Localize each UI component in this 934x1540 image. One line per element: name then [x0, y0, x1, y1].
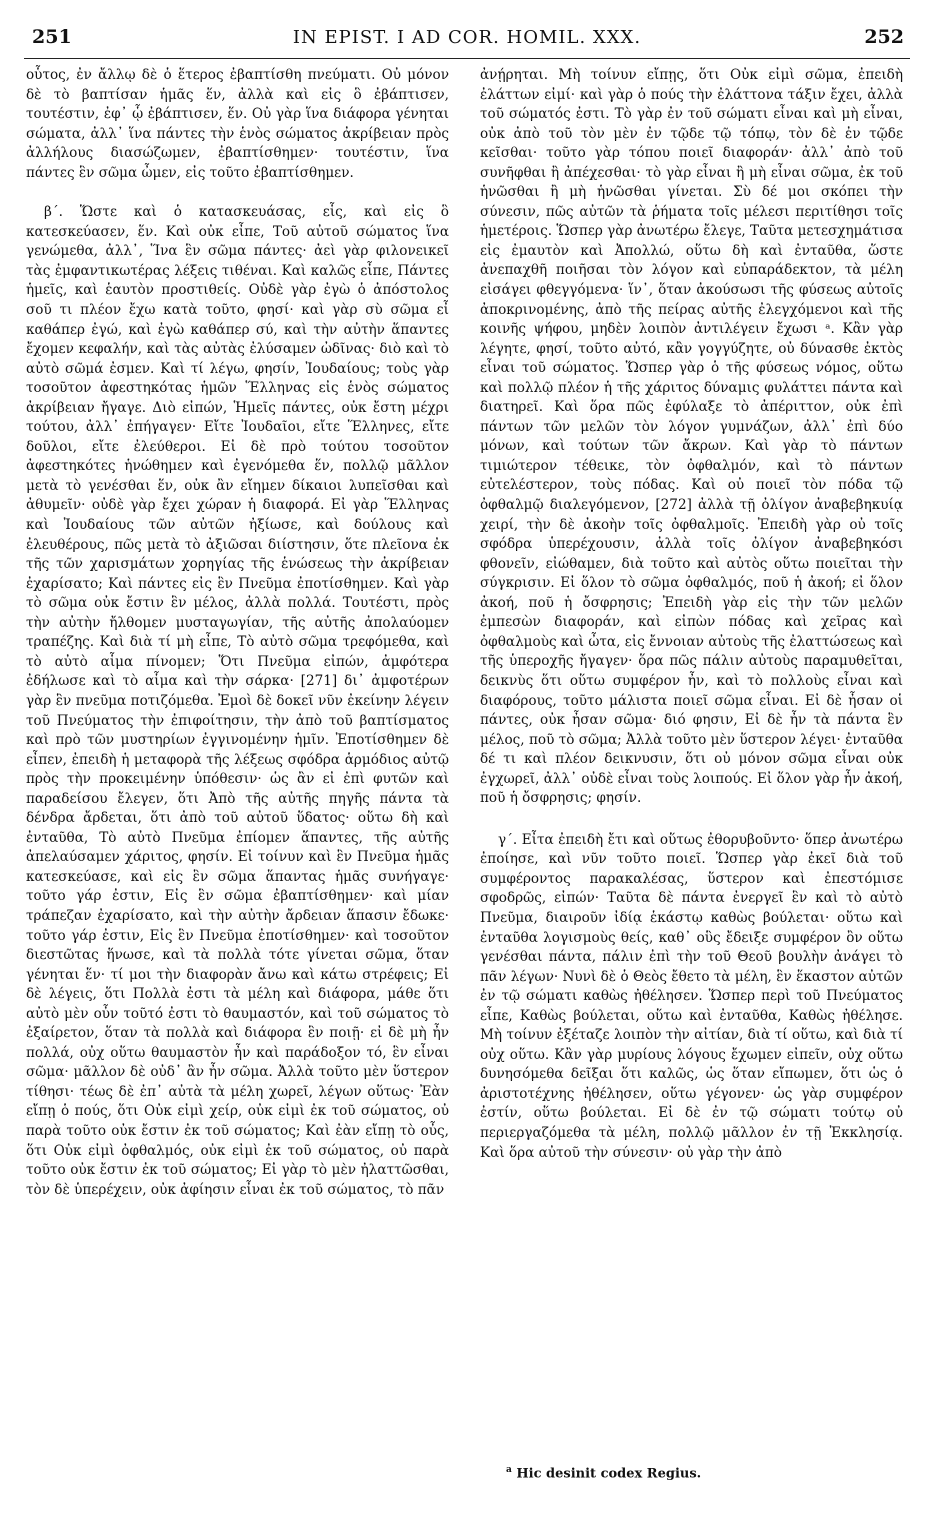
- right-column: [480, 66, 903, 1163]
- section-beta-paragraph: β΄. Ὥστε καὶ ὁ κατασκευάσας, εἷς, καὶ εἰς ὃ κατεσκεύασεν, ἕν. Καὶ οὐκ εἶπε, Τοῦ αὐτοῦ σώματος ἵνα γενώμεθα, ἀλλ᾽, Ἵνα ἓν σῶμα πάντες· ἀεὶ γὰρ φιλονεικεῖ τὰς ἐμφαντικωτέρας λέξεις τιθέναι. Καὶ καλῶς εἶπε, Πάντες ἡμεῖς, καὶ ἑαυτὸν προστιθείς. Οὐδὲ γὰρ ἐγὼ ὁ ἀπόστολος σοῦ τι πλέον ἔχω κατὰ τοῦτο, φησί· καὶ γὰρ σὺ σῶμα εἶ καθάπερ ἐγώ, καὶ ἐγὼ καθάπερ σύ, καὶ τὴν αὐτὴν ἅπαντες ἔχομεν κεφαλήν, καὶ τὰς αὐτὰς ἐλύσαμεν ὠδῖνας· διὸ καὶ τὸ αὐτὸ σῶμά ἐσμεν. Καὶ τί λέγω, φησίν, Ἰουδαίους; τοὺς γὰρ τοσοῦτον ἀφεστηκότας ἡμῶν Ἕλληνας εἰς ἑνὸς σώματος ἀκρίβειαν ἤγαγε. Διὸ εἰπών, Ἡμεῖς πάντες, οὐκ ἔστη μέχρι τούτου, ἀλλ᾽ ἐπήγαγεν· Εἴτε Ἰουδαῖοι, εἴτε Ἕλληνες, εἴτε δοῦλοι, εἴτε ἐλεύθεροι. Εἰ δὲ πρὸ τούτου τοσοῦτον ἀφεστηκότες ἡνώθημεν καὶ ἐγενόμεθα ἕν, πολλῷ μᾶλλον μετὰ τὸ γενέσθαι ἕν, οὐκ ἂν εἴημεν δίκαιοι λυπεῖσθαι καὶ ἀθυμεῖν· οὐδὲ γὰρ ἔχει χώραν ἡ διαφορά. Εἰ γὰρ Ἕλληνας καὶ Ἰουδαίους τῶν αὐτῶν ἠξίωσε, καὶ δούλους καὶ ἐλευθέρους, πῶς μετὰ τὸ ἀξιῶσαι διίστησιν, ὅτε πλεῖονα ἐκ τῆς τῶν χαρισμάτων χορηγίας τῆς ἑνώσεως τὴν ἀκρίβειαν ἐχαρίσατο; Καὶ πάντες εἰς ἓν Πνεῦμα ἐποτίσθημεν. Καὶ γὰρ τὸ σῶμα οὐκ ἔστιν ἓν μέλος, ἀλλὰ πολλά. Τουτέστι, πρὸς τὴν αὐτὴν ἤλθομεν μυσταγωγίαν, τῆς αὐτῆς ἀπολαύομεν τραπέζης. Καὶ διὰ τί μὴ εἶπε, Τὸ αὐτὸ σῶμα τρεφόμεθα, καὶ τὸ αὐτὸ αἷμα πίνομεν; Ὅτι Πνεῦμα εἰπών, ἀμφότερα ἐδήλωσε καὶ τὸ αἷμα καὶ τὴν σάρκα· [271] δι᾽ ἀμφοτέρων γὰρ ἓν πνεῦμα ποτιζόμεθα. Ἐμοὶ δὲ δοκεῖ νῦν ἐκείνην λέγειν τοῦ Πνεύματος τὴν ἐπιφοίτησιν, τὴν ἀπὸ τοῦ βαπτίσματος καὶ πρὸ τῶν μυστηρίων ἐγγινομένην ἡμῖν. Ἐποτίσθημεν δὲ εἶπεν, ἐπειδὴ ἡ μεταφορὰ τῆς λέξεως σφόδρα ἁρμόδιος αὐτῷ πρὸς τὴν προκειμένην ὑπόθεσιν· ὡς ἂν εἰ ἐπὶ φυτῶν καὶ παραδείσου ἔλεγεν, ὅτι Ἀπὸ τῆς αὐτῆς πηγῆς πάντα τὰ δένδρα ἄρδεται, ὅτι ἀπὸ τοῦ αὐτοῦ ὕδατος· οὕτω δὴ καὶ ἐνταῦθα, Τὸ αὐτὸ Πνεῦμα ἐπίομεν ἅπαντες, τῆς αὐτῆς ἀπελαύσαμεν χάριτος, φησίν. Εἰ τοίνυν καὶ ἓν Πνεῦμα ἡμᾶς κατεσκεύασε, καὶ εἰς ἓν σῶμα ἅπαντας ἡμᾶς συνήγαγε· τοῦτο γάρ ἐστιν, Εἰς ἓν σῶμα ἐβαπτίσθημεν· καὶ μίαν τράπεζαν ἐχαρίσατο, καὶ τὴν αὐτὴν ἄρδειαν ἅπασιν ἔδωκε· τοῦτο γάρ ἐστιν, Εἰς ἓν Πνεῦμα ἐποτίσθημεν· καὶ τοσοῦτον διεστῶτας ἥνωσε, καὶ τὰ πολλὰ τότε γίνεται σῶμα, ὅταν γένηται ἕν· τί μοι τὴν διαφορὰν ἄνω καὶ κάτω στρέφεις; Εἰ δὲ λέγεις, ὅτι Πολλὰ ἐστι τὰ μέλη καὶ διάφορα, μάθε ὅτι αὐτὸ μὲν οὖν τοῦτό ἐστι τὸ θαυμαστόν, καὶ τοῦ σώματος τὸ ἐξαίρετον, ὅταν τὰ πολλὰ καὶ διάφορα ἓν ποιῇ· εἰ δὲ μὴ ἦν πολλά, οὐχ οὕτω θαυμαστὸν ἦν καὶ παράδοξον τό, ἓν εἶναι σῶμα· μᾶλλον δὲ οὐδ᾽ ἂν ἦν σῶμα. Ἀλλὰ τοῦτο μὲν ὕστερον τίθησι· τέως δὲ ἐπ᾽ αὐτὰ τὰ μέλη χωρεῖ, λέγων οὕτως· Ἐὰν εἴπῃ ὁ πούς, ὅτι Οὐκ εἰμὶ χείρ, οὐκ εἰμὶ ἐκ τοῦ σώματος, οὐ παρὰ τοῦτο οὐκ ἔστιν ἐκ τοῦ σώματος; Καὶ ἐὰν εἴπῃ τὸ οὖς, ὅτι Οὐκ εἰμὶ ὀφθαλμός, οὐκ εἰμὶ ἐκ τοῦ σώματος, οὐ παρὰ τοῦτο οὐκ ἔστιν ἐκ τοῦ σώματος; Εἰ γὰρ τὸ μὲν ἠλαττῶσθαι, τὸν δὲ ὑπερέχειν, οὐκ ἀφίησιν εἶναι ἐκ τοῦ σώματος, τὸ πᾶν: [26, 204, 449, 1198]
- paragraph-1: οὗτος, ἐν ἄλλῳ δὲ ὁ ἕτερος ἐβαπτίσθη πνεύματι. Οὐ μόνον δὲ τὸ βαπτίσαν ἡμᾶς ἕν, ἀλλὰ καὶ εἰς ὃ ἐβάπτισεν, τουτέστιν, ἐφ᾽ ᾧ ἐβάπτισεν, ἕν. Οὐ γὰρ ἵνα διάφορα γένηται σώματα, ἀλλ᾽ ἵνα πάντες τὴν ἑνὸς σώματος ἀκρίβειαν πρὸς ἀλλήλους διασώζωμεν, ἐβαπτίσθημεν· τουτέστιν, ἵνα πάντες ἓν σῶμα ὦμεν, εἰς τοῦτο ἐβαπτίσθημεν.: [26, 67, 449, 181]
- footnote-text: Hic desinit codex Regius.: [516, 1466, 702, 1482]
- page-number-right: 252: [864, 26, 904, 48]
- section-gamma-paragraph: γ΄. Εἶτα ἐπειδὴ ἔτι καὶ οὕτως ἐθορυβοῦντο· ὅπερ ἀνωτέρω ἐποίησε, καὶ νῦν τοῦτο ποιεῖ. Ὥσπερ γὰρ ἐκεῖ διὰ τοῦ συμφέροντος παρακαλέσας, ὕστερον καὶ ἐπεστόμισε σφοδρῶς, εἰπών· Ταῦτα δὲ πάντα ἐνεργεῖ ἓν καὶ τὸ αὐτὸ Πνεῦμα, διαιροῦν ἰδίᾳ ἑκάστῳ καθὼς βούλεται· οὕτω καὶ ἐνταῦθα λογισμοὺς θείς, καθ᾽ οὓς ἔδειξε συμφέρον ὂν οὕτω γενέσθαι πάντα, πάλιν ἐπὶ τὴν τοῦ Θεοῦ βουλὴν ἀνάγει τὸ πᾶν λέγων· Νυνὶ δὲ ὁ Θεὸς ἔθετο τὰ μέλη, ἓν ἕκαστον αὐτῶν ἐν τῷ σώματι καθὼς ἠθέλησεν. Ὥσπερ περὶ τοῦ Πνεύματος εἶπε, Καθὼς βούλεται, οὕτω καὶ ἐνταῦθα, Καθὼς ἠθέλησε. Μὴ τοίνυν ἐξέταζε λοιπὸν τὴν αἰτίαν, διὰ τί οὕτω, καὶ διὰ τί οὐχ οὕτω. Κἂν γὰρ μυρίους λόγους ἔχωμεν εἰπεῖν, οὐχ οὕτω δυνησόμεθα δεῖξαι ὅτι καλῶς, ὡς ὅταν εἴπωμεν, ὅτι ὡς ὁ ἀριστοτέχνης ἠθέλησεν, οὕτω γέγονεν· ὡς γὰρ συμφέρον ἐστίν, οὕτω βούλεται. Εἰ δὲ ἐν τῷ σώματι τούτῳ οὐ περιεργαζόμεθα τὰ μέλη, πολλῷ μᾶλλον ἐν τῇ Ἐκκλησίᾳ. Καὶ ὅρα αὐτοῦ τὴν σύνεσιν· οὐ γὰρ τὴν ἀπὸ: [480, 831, 903, 1161]
- page-number-left: 251: [32, 26, 72, 48]
- running-title: IN EPIST. I AD COR. HOMIL. XXX.: [292, 27, 642, 48]
- footnote-mark: a: [506, 1465, 512, 1475]
- paragraph-gap: [26, 183, 449, 203]
- left-column: [26, 66, 449, 1200]
- footnote: [506, 1465, 701, 1481]
- paragraph-continuation: ἀνῄρηται. Μὴ τοίνυν εἴπῃς, ὅτι Οὐκ εἰμὶ σῶμα, ἐπειδὴ ἐλάττων εἰμί· καὶ γὰρ ὁ πούς τὴν ἐλάττονα τάξιν ἔχει, ἀλλὰ τοῦ σώματός ἐστι. Τὸ γὰρ ἐν τοῦ σώματι εἶναι καὶ μὴ εἶναι, οὐκ ἀπὸ τοῦ τὸν μὲν ἐν τῷδε τῷ τόπῳ, τὸν δὲ ἐν τῷδε κεῖσθαι· τοῦτο γὰρ τόπου ποιεῖ διαφοράν· ἀλλ᾽ ἀπὸ τοῦ συνῆφθαι ἢ ἀπέχεσθαι· τὸ γὰρ εἶναι ἢ μὴ εἶναι σῶμα, ἐκ τοῦ ἡνῶσθαι ἢ μὴ ἡνῶσθαι γίνεται. Σὺ δέ μοι σκόπει τὴν σύνεσιν, πῶς αὐτῶν τὰ ῥήματα τοῖς μέλεσι περιτίθησι τοῖς ἡμετέροις. Ὥσπερ γὰρ ἀνωτέρω ἔλεγε, Ταῦτα μετεσχημάτισα εἰς ἐμαυτὸν καὶ Ἀπολλώ, οὕτω δὴ καὶ ἐνταῦθα, ὥστε ἀνεπαχθῆ ποιῆσαι τὸν λόγον καὶ εὐπαράδεκτον, τὰ μέλη εἰσάγει φθεγγόμενα· ἵν᾽, ὅταν ἀκούσωσι τῆς φύσεως αὐτοῖς ἀποκρινομένης, ἀπὸ τῆς πείρας αὐτῆς ἐλεγχόμενοι καὶ τῆς κοινῆς ψήφου, μηδὲν λοιπὸν ἀντιλέγειν ἔχωσι ᵃ. Κἂν γὰρ λέγητε, φησί, τοῦτο αὐτό, κἂν γογγύζητε, οὐ δύνασθε ἐκτὸς εἶναι τοῦ σώματος. Ὥσπερ γὰρ ὁ τῆς φύσεως νόμος, οὕτω καὶ πολλῷ πλέον ἡ τῆς χάριτος δύναμις φυλάττει πάντα καὶ διατηρεῖ. Καὶ ὅρα πῶς ἐφύλαξε τὸ ἀπέριττον, οὐκ ἐπὶ πάντων τῶν μελῶν τὸν λόγον γυμνάζων, ἀλλ᾽ ἐπὶ δύο μόνων, καὶ τούτων τῶν ἄκρων. Καὶ γὰρ τὸ πάντων τιμιώτερον τέθεικε, τὸν ὀφθαλμόν, καὶ τὸ πάντων εὐτελέστερον, τοὺς πόδας. Καὶ οὐ ποιεῖ τὸν πόδα τῷ ὀφθαλμῷ διαλεγόμενον, [272] ἀλλὰ τῇ ὀλίγον ἀναβεβηκυίᾳ χειρί, τὴν δὲ ἀκοὴν τοῖς ὀφθαλμοῖς. Ἐπειδὴ γὰρ οὐ τοῖς σφόδρα ὑπερέχουσιν, ἀλλὰ τοῖς ὀλίγον ἀναβεβηκόσι φθονεῖν, εἰώθαμεν, διὰ τοῦτο καὶ αὐτὸς οὕτω ποιεῖται τὴν σύγκρισιν. Εἰ ὅλον τὸ σῶμα ὀφθαλμός, ποῦ ἡ ἀκοή; εἰ ὅλον ἀκοή, ποῦ ἡ ὄσφρησις; Ἐπειδὴ γὰρ εἰς τὴν τῶν μελῶν ἐμπεσὼν διαφοράν, καὶ εἰπὼν πόδας καὶ χεῖρας καὶ ὀφθαλμοὺς καὶ ὦτα, εἰς ἔννοιαν αὐτοὺς τῆς ἐλαττώσεως καὶ τῆς ὑπεροχῆς ἤγαγεν· ὅρα πῶς πάλιν αὐτοὺς παραμυθεῖται, δεικνὺς ὅτι οὕτω συμφέρον ἦν, καὶ τὸ πολλοὺς εἶναι καὶ διαφόρους, τοῦτο μάλιστα ποιεῖ σῶμα εἶναι. Εἰ δὲ ἦσαν οἱ πάντες, οὐκ ἦσαν σῶμα· διό φησιν, Εἰ δὲ ἦν τὰ πάντα ἓν μέλος, ποῦ τὸ σῶμα; Ἀλλὰ τοῦτο μὲν ὕστερον λέγει· ἐνταῦθα δέ τι καὶ πλέον δεικνυσιν, ὅτι οὐ μόνον σῶμα εἶναι οὐκ ἐγχωρεῖ, ἀλλ᾽ οὐδὲ εἶναι τοὺς λοιπούς. Εἰ ὅλον γὰρ ἦν ἀκοή, ποῦ ἡ ὄσφρησις; φησίν.: [480, 67, 903, 807]
- paragraph-gap: [480, 809, 903, 831]
- page-header: [24, 20, 910, 59]
